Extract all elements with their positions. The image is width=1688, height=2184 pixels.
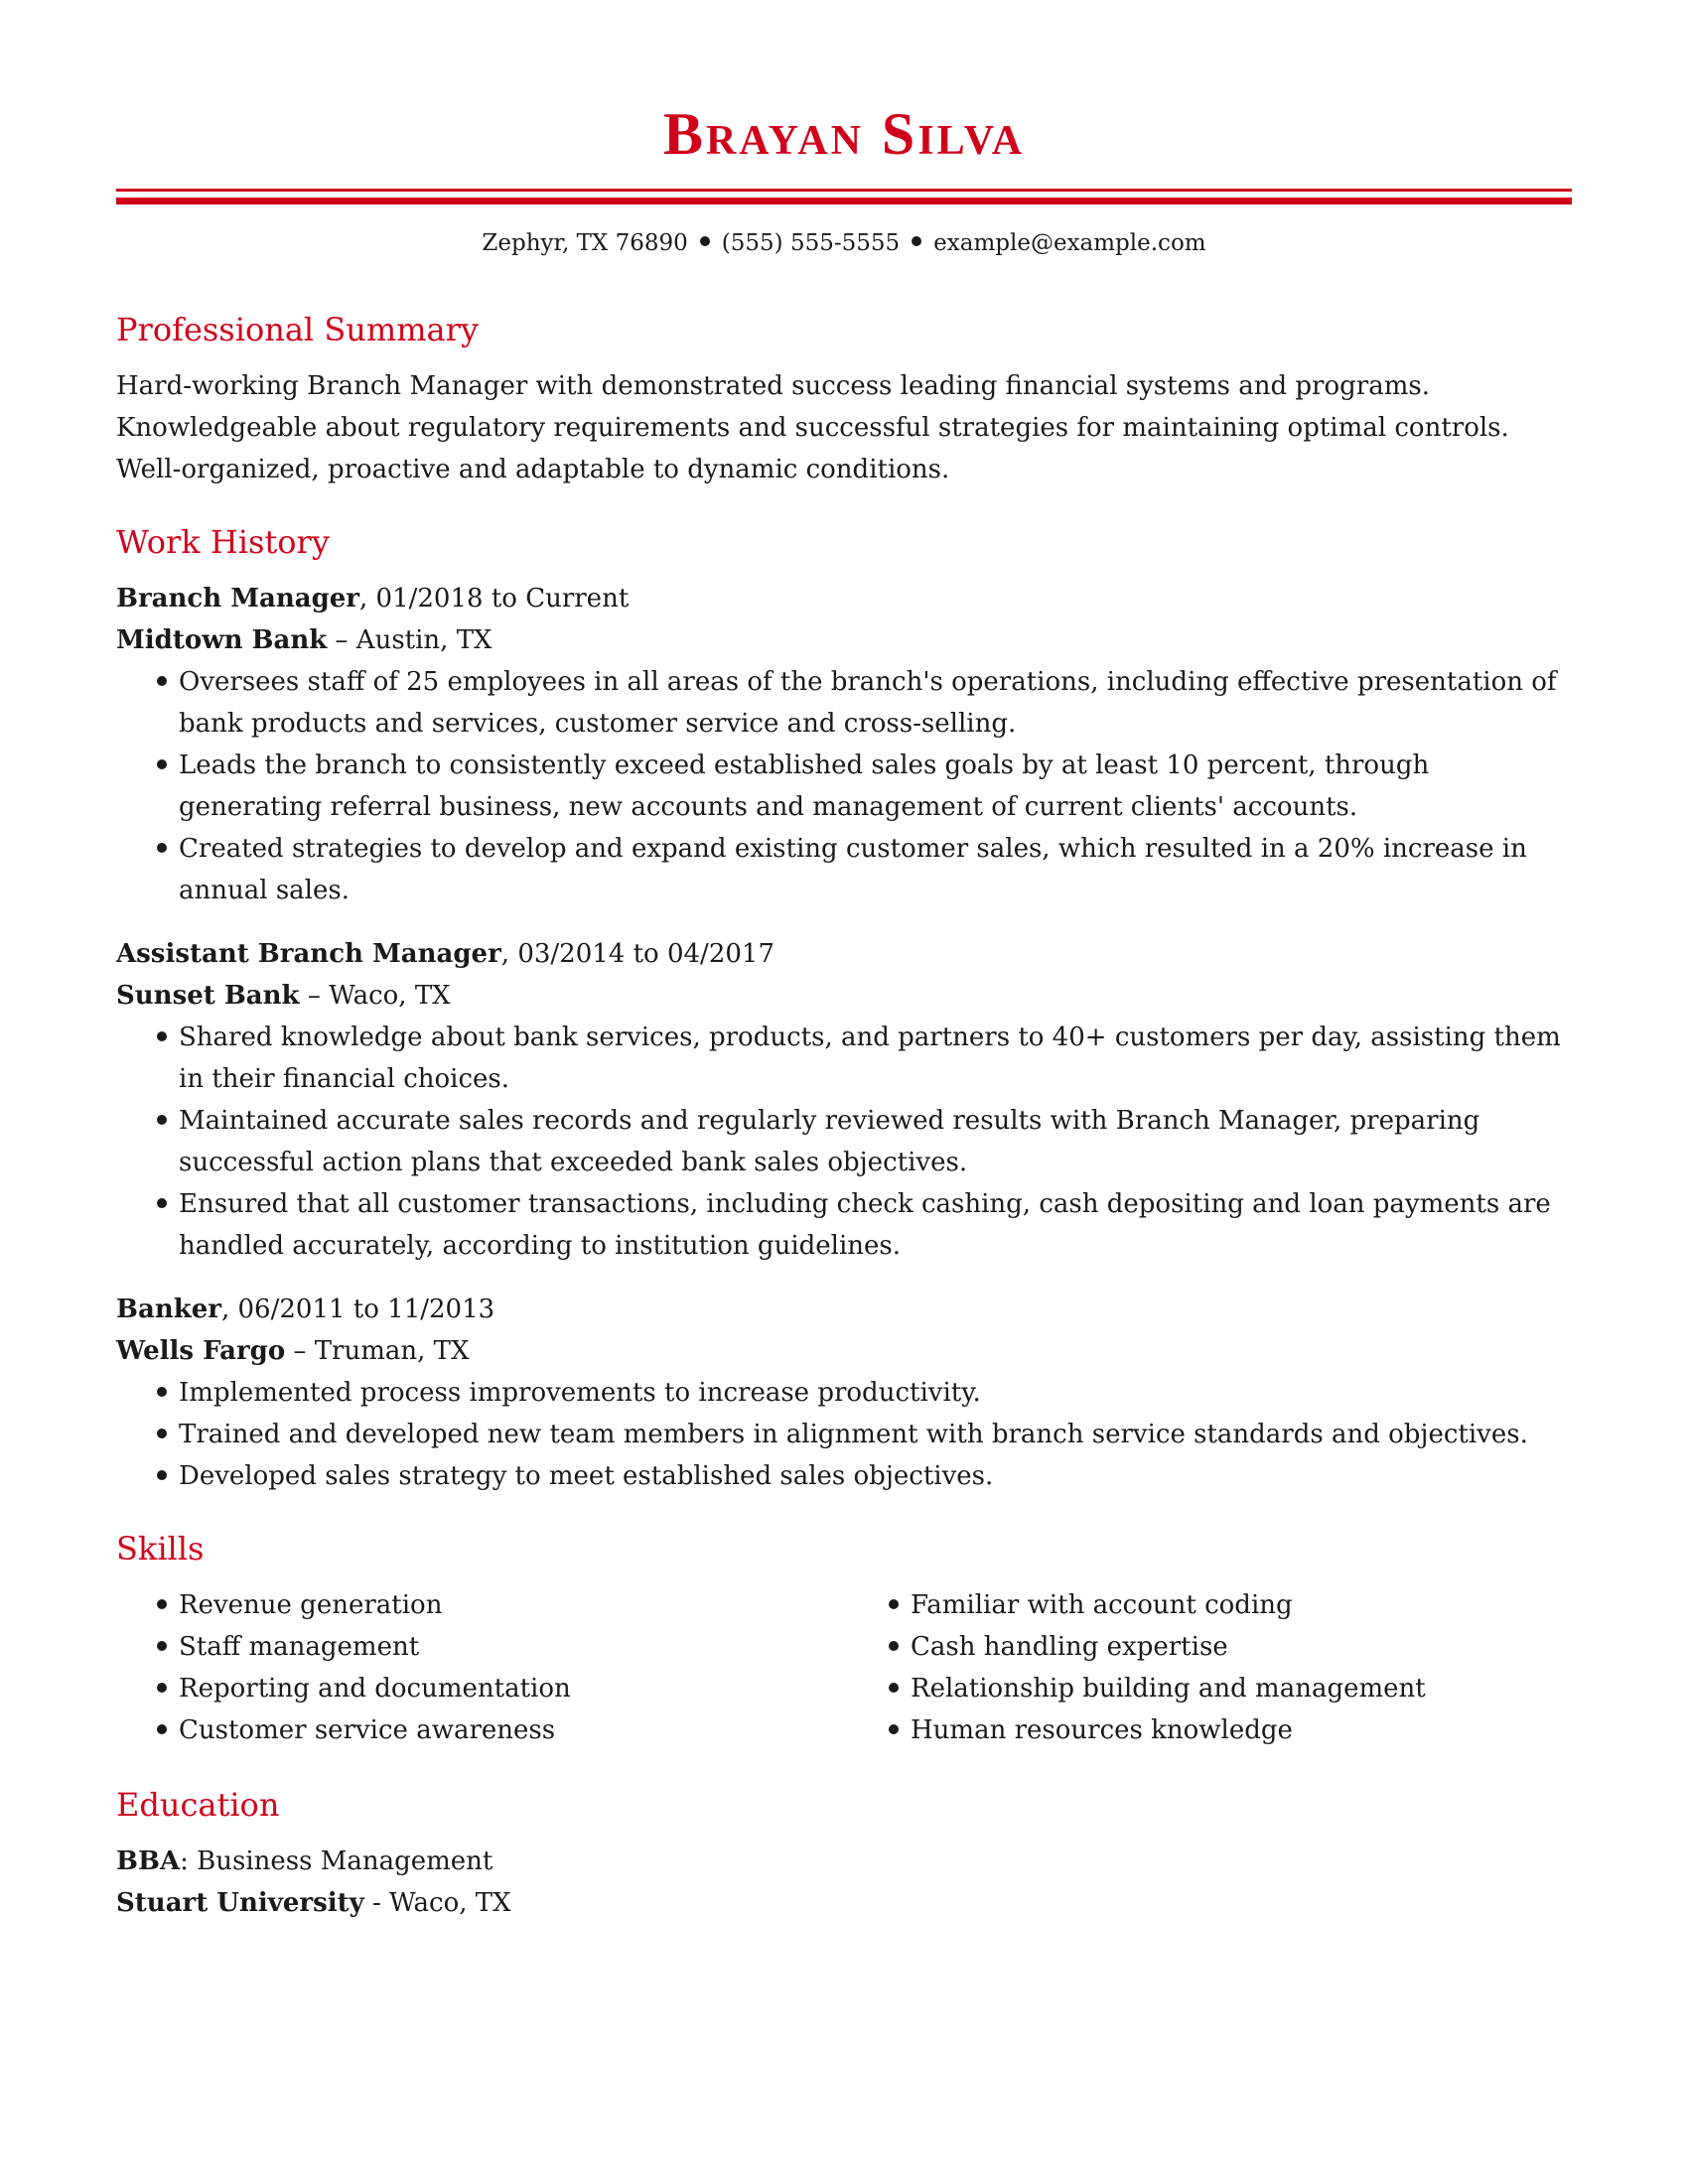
bullet-dot-icon [157, 759, 167, 769]
education-degree: BBA [116, 1846, 181, 1876]
summary-text: Hard-working Branch Manager with demonstrated success leading financial systems and programs. Knowledgeable about regulatory requirements and successful strategies for maintaining optimal controls. Well-organized, proactive and adaptable to dynamic conditions. [116, 371, 1509, 484]
list-item [179, 1100, 1572, 1183]
education-degree-line [116, 1841, 1572, 1882]
list-item [179, 1668, 848, 1709]
candidate-name: Brayan Silva [662, 101, 1026, 167]
education-school-line [116, 1882, 1572, 1924]
bullet-dot-icon [889, 1641, 899, 1651]
skill-text: Familiar with account coding [911, 1590, 1293, 1620]
bullet-dot-icon [889, 1599, 899, 1609]
list-item [179, 828, 1572, 911]
skills-heading: Skills [116, 1530, 205, 1568]
header-rule-thin [116, 189, 1572, 192]
job-role: Branch Manager [116, 584, 360, 614]
bullet-dot-icon [157, 1724, 167, 1734]
job-dates: , 06/2011 to 11/2013 [220, 1295, 495, 1324]
job-title-line [116, 1289, 1572, 1330]
job-role: Assistant Branch Manager [116, 939, 501, 969]
list-item [911, 1709, 1572, 1751]
contact-phone: (555) 555-5555 [721, 230, 901, 256]
bullet-dot-icon [157, 1115, 167, 1125]
bullet-dot-icon [157, 1198, 167, 1208]
bullet-dot-icon [157, 1470, 167, 1480]
skills-column-right [848, 1584, 1572, 1751]
job-location: – Austin, TX [327, 625, 492, 655]
list-item [179, 1626, 848, 1668]
list-item-text: Shared knowledge about bank services, products, and partners to 40+ customers per day, assisting them in their financial choices. [179, 1023, 1561, 1094]
job-dates: , 03/2014 to 04/2017 [500, 939, 774, 969]
skill-text: Reporting and documentation [179, 1674, 571, 1704]
list-item-text: Created strategies to develop and expand existing customer sales, which resulted in a 20% increase in annual sales. [179, 834, 1527, 905]
job-role: Banker [116, 1295, 221, 1324]
skill-text: Human resources knowledge [911, 1715, 1293, 1745]
job-company: Midtown Bank [116, 625, 328, 655]
summary-heading: Professional Summary [116, 311, 479, 348]
job-company: Sunset Bank [116, 981, 300, 1011]
skill-text: Cash handling expertise [911, 1632, 1228, 1662]
job-entry [116, 933, 1572, 1267]
list-item-text: Maintained accurate sales records and regularly reviewed results with Branch Manager, preparing successful action plans that exceeded bank sales objectives. [179, 1106, 1480, 1177]
bullet-dot-icon [700, 236, 710, 246]
education-school: Stuart University [116, 1888, 364, 1918]
list-item [911, 1668, 1572, 1709]
skills-column-left [116, 1584, 848, 1751]
bullet-dot-icon [157, 843, 167, 853]
list-item-text: Oversees staff of 25 employees in all areas of the branch's operations, including effective presentation of bank products and services, customer service and cross-selling. [179, 667, 1557, 739]
list-item [179, 1183, 1572, 1267]
contact-email: example@example.com [933, 230, 1206, 256]
skill-text: Customer service awareness [179, 1715, 556, 1745]
job-entry [116, 1289, 1572, 1497]
job-company: Wells Fargo [116, 1336, 286, 1366]
bullet-dot-icon [157, 1683, 167, 1693]
list-item [179, 1584, 848, 1626]
skill-text: Relationship building and management [911, 1674, 1426, 1704]
bullet-dot-icon [157, 1641, 167, 1651]
education-location: - Waco, TX [363, 1888, 511, 1918]
skill-text: Staff management [179, 1632, 420, 1662]
skills-list [848, 1584, 1572, 1751]
job-bullets [116, 661, 1572, 911]
job-dates: , 01/2018 to Current [359, 584, 630, 614]
list-item [911, 1584, 1572, 1626]
skills-grid [116, 1584, 1572, 1751]
job-location: – Truman, TX [285, 1336, 470, 1366]
bullet-dot-icon [889, 1683, 899, 1693]
list-item-text: Developed sales strategy to meet established sales objectives. [179, 1461, 994, 1491]
job-location: – Waco, TX [299, 981, 451, 1011]
list-item-text: Implemented process improvements to increase productivity. [179, 1378, 981, 1408]
skill-text: Revenue generation [179, 1590, 443, 1620]
work-history-heading: Work History [116, 523, 330, 561]
bullet-dot-icon [157, 1429, 167, 1438]
list-item-text: Trained and developed new team members in alignment with branch service standards and objectives. [179, 1420, 1528, 1449]
bullet-dot-icon [912, 236, 921, 246]
education-field: : Business Management [180, 1846, 493, 1876]
list-item [911, 1626, 1572, 1668]
education-heading: Education [116, 1786, 280, 1824]
header-rule-thick [116, 198, 1572, 205]
job-title-line [116, 933, 1572, 975]
list-item [179, 661, 1572, 745]
bullet-dot-icon [157, 1387, 167, 1397]
job-company-line [116, 1330, 1572, 1372]
job-company-line [116, 619, 1572, 661]
contact-location: Zephyr, TX 76890 [482, 230, 688, 256]
list-item [179, 1455, 1572, 1497]
bullet-dot-icon [157, 676, 167, 686]
education-entry [116, 1841, 1572, 1924]
job-bullets [116, 1017, 1572, 1267]
contact-line [116, 226, 1572, 260]
list-item [179, 1372, 1572, 1414]
bullet-dot-icon [157, 1031, 167, 1041]
bullet-dot-icon [889, 1724, 899, 1734]
job-company-line [116, 975, 1572, 1017]
bullet-dot-icon [157, 1599, 167, 1609]
list-item [179, 1017, 1572, 1100]
job-entry [116, 578, 1572, 911]
skills-list [116, 1584, 848, 1751]
job-title-line [116, 578, 1572, 619]
list-item-text: Ensured that all customer transactions, including check cashing, cash depositing and loan payments are handled accurately, according to institution guidelines. [179, 1189, 1551, 1261]
list-item [179, 1414, 1572, 1455]
list-item [179, 1709, 848, 1751]
list-item-text: Leads the branch to consistently exceed established sales goals by at least 10 percent, through generating referral business, new accounts and management of current clients' accounts. [179, 751, 1430, 822]
list-item [179, 745, 1572, 828]
job-bullets [116, 1372, 1572, 1497]
